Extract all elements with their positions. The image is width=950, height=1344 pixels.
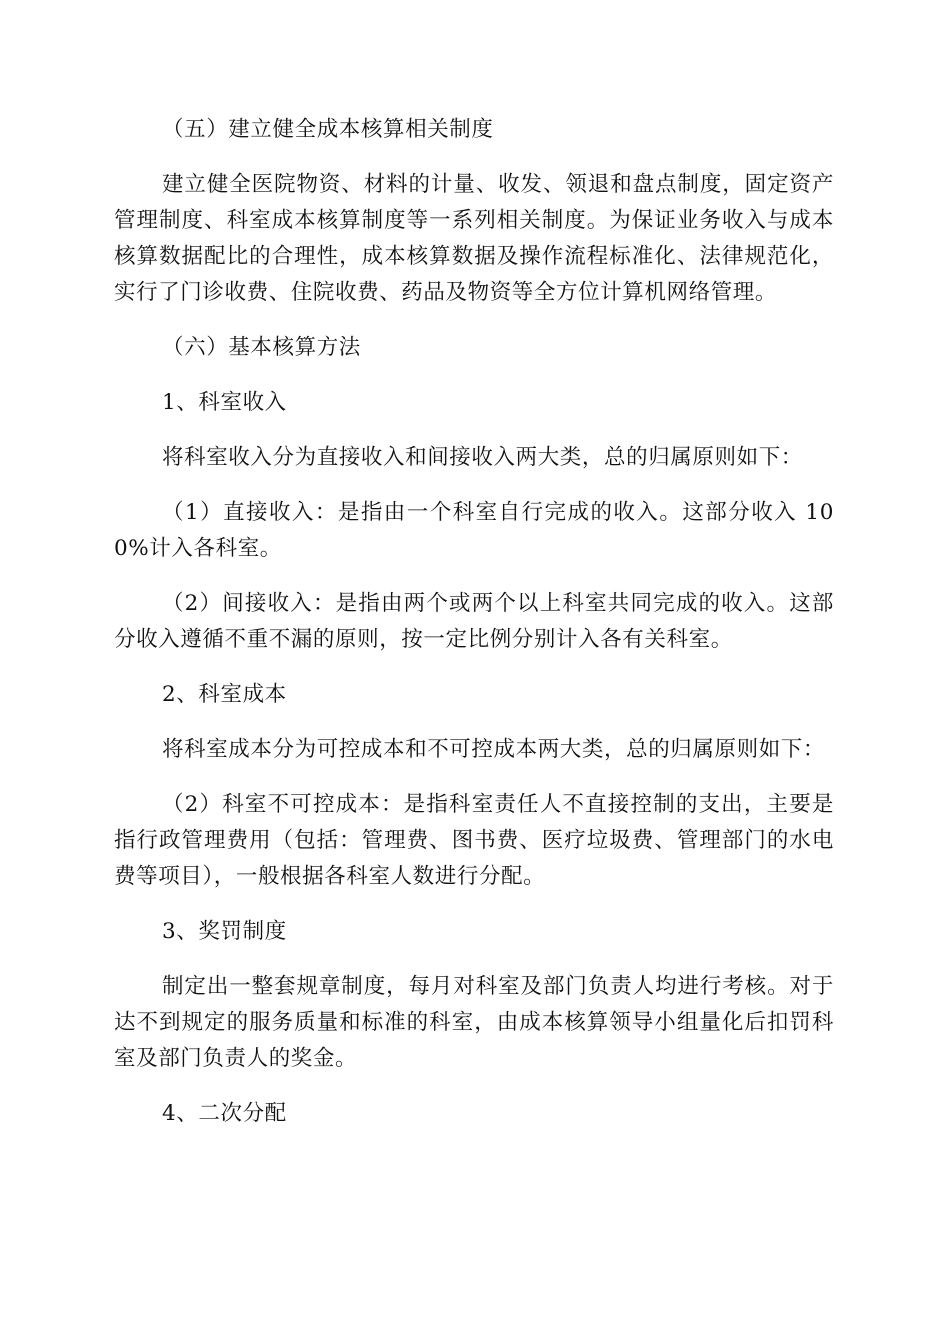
subheading-secondary-distribution: 4、二次分配 [162, 1101, 287, 1126]
section-heading-6: （六）基本核算方法 [162, 335, 361, 360]
subheading-department-cost: 2、科室成本 [162, 682, 287, 707]
body-paragraph: （2）科室不可控成本：是指科室责任人不直接控制的支出，主要是指行政管理费用（包括：管理费、图书费、医疗垃圾费、管理部门的水电费等项目），一般根据各科室人数进行分配。 [114, 792, 834, 889]
body-paragraph: 将科室成本分为可控成本和不可控成本两大类，总的归属原则如下： [162, 737, 826, 762]
body-paragraph: 将科室收入分为直接收入和间接收入两大类，总的归属原则如下： [162, 445, 803, 470]
body-paragraph: 制定出一整套规章制度，每月对科室及部门负责人均进行考核。对于达不到规定的服务质量和标准的科室，由成本核算领导小组量化后扣罚科室及部门负责人的奖金。 [114, 974, 834, 1071]
subheading-reward-penalty: 3、奖罚制度 [162, 919, 287, 944]
section-heading-5: （五）建立健全成本核算相关制度 [162, 117, 494, 142]
body-paragraph: （2）间接收入：是指由两个或两个以上科室共同完成的收入。这部分收入遵循不重不漏的原则，按一定比例分别计入各有关科室。 [114, 591, 834, 652]
body-paragraph: （1）直接收入：是指由一个科室自行完成的收入。这部分收入 100%计入各科室。 [114, 500, 834, 561]
document-page [114, 112, 834, 1132]
body-paragraph: 建立健全医院物资、材料的计量、收发、领退和盘点制度，固定资产管理制度、科室成本核算制度等一系列相关制度。为保证业务收入与成本核算数据配比的合理性，成本核算数据及操作流程标准化、法律规范化，实行了门诊收费、住院收费、药品及物资等全方位计算机网络管理。 [114, 172, 834, 305]
subheading-department-income: 1、科室收入 [162, 390, 287, 415]
